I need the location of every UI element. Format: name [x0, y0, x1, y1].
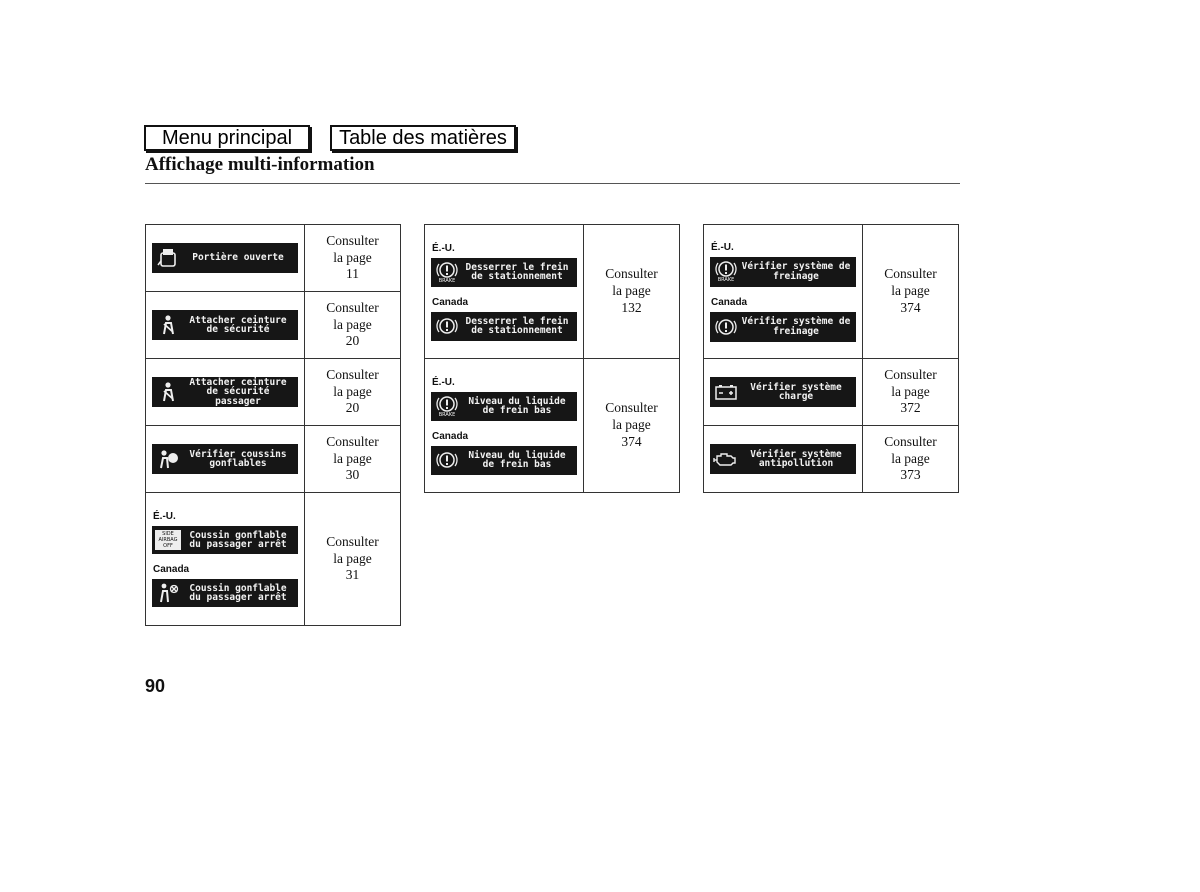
- lcd-message-text: Vérifier système charge: [750, 381, 842, 402]
- table-row: [704, 426, 959, 493]
- lcd-message: [431, 446, 577, 475]
- lcd-message: [431, 392, 577, 421]
- table-row: [146, 225, 401, 292]
- region-label-us: É.-U.: [153, 511, 176, 522]
- message-table-middle: [424, 224, 680, 493]
- airbag-icon: [155, 446, 181, 472]
- table-row: [146, 426, 401, 493]
- lcd-message-text: Vérifier système de freinage: [741, 316, 851, 337]
- page-reference[interactable]: Consulter la page 31: [305, 493, 401, 626]
- lcd-message-text: Niveau du liquide de frein bas: [468, 395, 566, 416]
- brake-warning-icon: [434, 313, 460, 339]
- lcd-message-text: Attacher ceinture de sécurité passager: [189, 376, 287, 407]
- main-menu-button[interactable]: Menu principal: [144, 125, 310, 151]
- table-row: [425, 225, 680, 359]
- lcd-message: [152, 579, 298, 607]
- seatbelt-icon: [155, 312, 181, 338]
- lcd-message: [152, 377, 298, 407]
- table-row: [146, 292, 401, 359]
- page-reference[interactable]: Consulter la page 374: [863, 225, 959, 359]
- lcd-message: [710, 444, 856, 474]
- lcd-message: [431, 312, 577, 341]
- page-reference[interactable]: Consulter la page 132: [584, 225, 680, 359]
- region-label-canada: Canada: [711, 296, 748, 308]
- side-airbag-off-icon: SIDE AIRBAG OFF: [155, 527, 181, 553]
- region-label-canada: Canada: [153, 564, 190, 575]
- lcd-message-text: Desserrer le frein de stationnement: [465, 261, 569, 282]
- lcd-message: [152, 243, 298, 273]
- lcd-message-text: Vérifier coussins gonflables: [189, 448, 287, 469]
- brake-warning-icon: [434, 447, 460, 473]
- page-reference[interactable]: Consulter la page 372: [863, 359, 959, 426]
- brake-warning-icon: BRAKE: [434, 393, 460, 419]
- lcd-message: [710, 312, 856, 342]
- lcd-message: [431, 258, 577, 287]
- lcd-message: [710, 377, 856, 407]
- page-reference[interactable]: Consulter la page 20: [305, 359, 401, 426]
- check-engine-icon: [713, 446, 739, 472]
- page-reference[interactable]: Consulter la page 374: [584, 359, 680, 493]
- lcd-message: [152, 310, 298, 340]
- lcd-message-text: Desserrer le frein de stationnement: [465, 315, 569, 336]
- lcd-message-text: Coussin gonflable du passager arrêt: [189, 529, 287, 550]
- page-reference[interactable]: Consulter la page 11: [305, 225, 401, 292]
- region-label-us: É.-U.: [432, 376, 455, 388]
- table-row: [704, 359, 959, 426]
- lcd-message-text: Portière ouverte: [192, 252, 284, 264]
- brake-warning-icon: BRAKE: [713, 259, 739, 285]
- message-table-left: [145, 224, 401, 626]
- page-reference[interactable]: Consulter la page 20: [305, 292, 401, 359]
- door-open-icon: [155, 245, 181, 271]
- table-row: [704, 225, 959, 359]
- seatbelt-icon: [155, 379, 181, 405]
- lcd-message-text: Niveau du liquide de frein bas: [468, 449, 566, 470]
- table-row: [146, 493, 401, 626]
- battery-icon: [713, 379, 739, 405]
- lcd-message: [710, 257, 856, 287]
- brake-warning-icon: [713, 314, 739, 340]
- brake-warning-icon: BRAKE: [434, 259, 460, 285]
- region-label-canada: Canada: [432, 296, 469, 308]
- page-number: 90: [145, 676, 166, 696]
- message-table-right: [703, 224, 959, 493]
- title-divider: [145, 183, 960, 184]
- page-reference[interactable]: Consulter la page 30: [305, 426, 401, 493]
- region-label-us: É.-U.: [432, 242, 455, 254]
- lcd-message-text: Vérifier système antipollution: [750, 448, 842, 469]
- page-title: Affichage multi-information: [145, 154, 375, 175]
- seatbelt-airbag-off-icon: [155, 580, 181, 606]
- region-label-canada: Canada: [432, 430, 469, 442]
- region-label-us: É.-U.: [711, 241, 734, 253]
- page-reference[interactable]: Consulter la page 373: [863, 426, 959, 493]
- lcd-message-text: Attacher ceinture de sécurité: [189, 314, 287, 335]
- table-of-contents-button[interactable]: Table des matières: [330, 125, 516, 151]
- lcd-message-text: Vérifier système de freinage: [741, 261, 851, 282]
- lcd-message: [152, 444, 298, 474]
- lcd-message: [152, 526, 298, 554]
- table-row: [146, 359, 401, 426]
- table-row: [425, 359, 680, 493]
- lcd-message-text: Coussin gonflable du passager arrêt: [189, 582, 287, 603]
